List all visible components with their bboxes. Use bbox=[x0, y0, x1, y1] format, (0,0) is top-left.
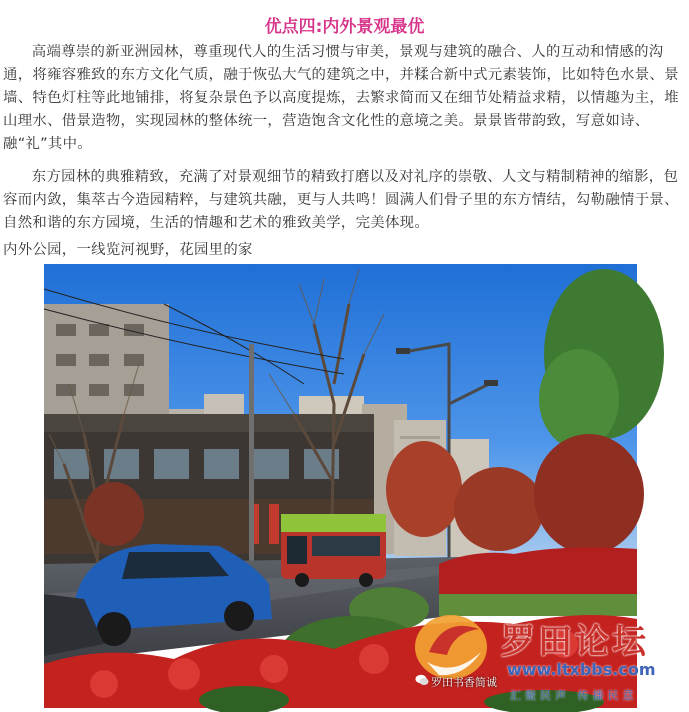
watermark-account: 罗田书香简诚 bbox=[431, 676, 497, 689]
street-photo bbox=[44, 264, 656, 708]
wechat-icon bbox=[415, 674, 429, 686]
section-heading: 优点四:内外景观最优 bbox=[264, 17, 425, 37]
paragraph-1: 高端尊崇的新亚洲园林，尊重现代人的生活习惯与审美，景观与建筑的融合、人的互动和情感的沟通，将雍容雅致的东方文化气质，融于恢弘大气的建筑之中，并糅合新中式元素装饰，比如特色水景、景墙、特色灯柱等此地铺排，将复杂景色予以高度提炼，去繁求简而又在细节处精益求精，以情趣为主，堆山理水、借景造物，实现园林的整体统一，营造饱含文化性的意境之美。景景皆带韵致，写意如诗、融“礼”其中。 bbox=[3, 44, 679, 152]
watermark-url: www.ltxbbs.com bbox=[507, 660, 656, 679]
watermark-forum-name: 罗田论坛 bbox=[501, 622, 649, 662]
photo-caption: 内外公园，一线览河视野，花园里的家 bbox=[3, 242, 253, 258]
watermark-slogan: 汇聚民声 传播民意 bbox=[510, 689, 638, 702]
paragraph-2: 东方园林的典雅精致，充满了对景观细节的精致打磨以及对礼序的崇敬、人文与精制精神的缩影，包容而内敛，集萃古今造园精粹，与建筑共融，更与人共鸣！圆满人们骨子里的东方情结，勾勒融情于景、自然和谐的东方园境，生活的情趣和艺术的雅致美学，完美体现。 bbox=[3, 169, 679, 231]
